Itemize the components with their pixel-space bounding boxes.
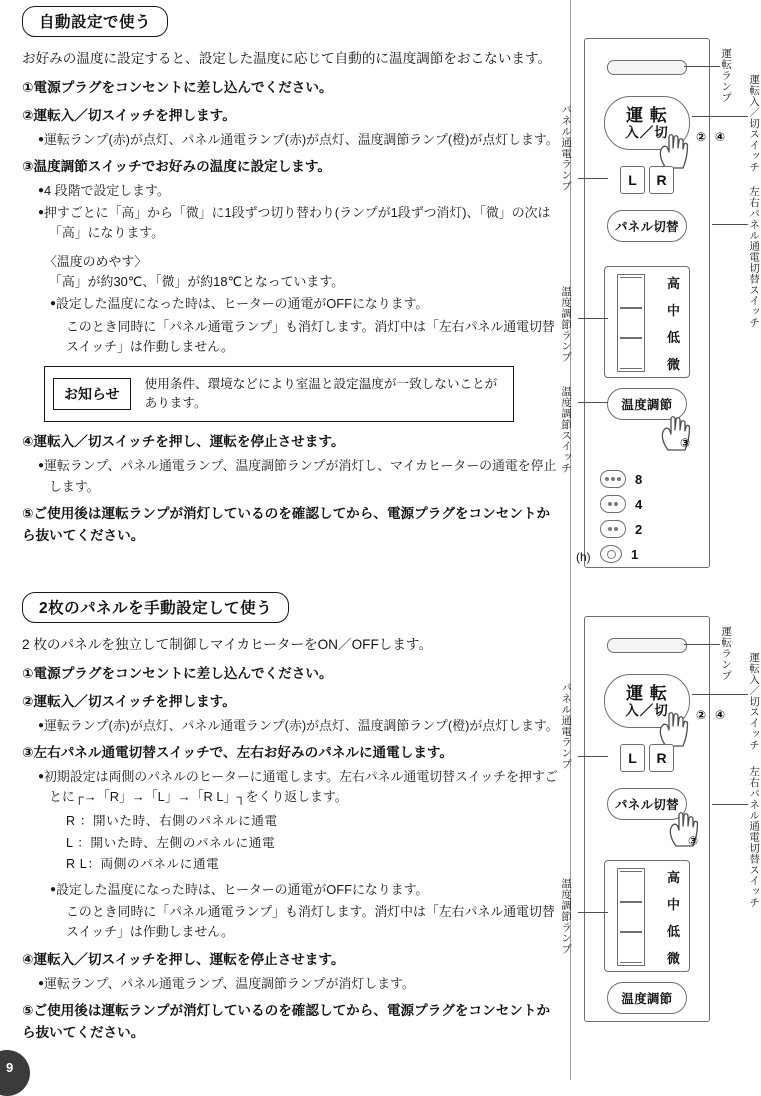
step-1-4: ④運転入／切スイッチを押し、運転を停止させます。 — [22, 434, 345, 450]
leader-panel-lamp-2 — [578, 756, 608, 757]
lr-cell-right-1: R — [649, 166, 674, 194]
lr-mode-r: R ：開いた時、右側のパネルに通電 — [66, 814, 278, 829]
timer-indicator-1 — [576, 468, 694, 568]
marker-2-2: ② — [696, 708, 707, 722]
notice-box — [44, 366, 514, 422]
run-button-line1: 運 転 — [626, 105, 668, 125]
leader-run-switch-2 — [692, 694, 748, 695]
pointing-hand-icon-1 — [656, 130, 690, 170]
lr-indicator-2 — [620, 744, 674, 772]
callout-lr-switch-1: 左右パネル通電切替スイッチ — [748, 186, 761, 328]
run-button-line2-2: 入／切 — [625, 702, 669, 718]
callout-run-switch-2: 運転入／切スイッチ — [748, 652, 761, 751]
run-lamp-indicator-2 — [607, 638, 687, 653]
section-2-intro: 2 枚のパネルを独立して制御しマイカヒーターをON／OFFします。 — [22, 637, 433, 652]
step-1-4-bullet-1: ●運転ランプ、パネル通電ランプ、温度調節ランプが消灯し、マイカヒーターの通電を停止します。 — [38, 458, 557, 494]
temp-guide-title: 〈温度のめやす〉 — [44, 253, 148, 269]
lr-mode-rl: R L：両側のパネルに通電 — [66, 857, 220, 872]
section-2-guide-bullet-1: ●設定した温度になった時は、ヒーターの通電がOFFになります。 — [50, 881, 429, 897]
timer-icon-1 — [600, 545, 622, 563]
marker-4-1: ④ — [715, 130, 726, 144]
timer-icon-4 — [600, 495, 626, 513]
page-number-badge — [0, 1050, 30, 1096]
temp-label-low-1: 低 — [666, 330, 680, 345]
marker-2-1: ② — [696, 130, 707, 144]
section-1-intro: お好みの温度に設定すると、設定した温度に応じて自動的に温度調節をおこないます。 — [22, 51, 552, 66]
timer-row-4 — [600, 493, 694, 515]
section-2-guide-bullet-2: このとき同時に「パネル通電ランプ」も消灯します。消灯中は「左右パネル通電切替スイッチ」は作動しません。 — [66, 904, 555, 940]
step-2-1: ①電源プラグをコンセントに差し込んでください。 — [22, 666, 333, 682]
callout-run-lamp-1: 運転ランプ — [720, 48, 733, 103]
callout-run-switch-1: 運転入／切スイッチ — [748, 74, 761, 173]
step-2-5: ⑤ご使用後は運転ランプが消灯しているのを確認してから、電源プラグをコンセントから抜いてください。 — [22, 1002, 551, 1040]
run-lamp-indicator-1 — [607, 60, 687, 75]
step-1-1: ①電源プラグをコンセントに差し込んでください。 — [22, 80, 333, 96]
temp-bars-1 — [617, 274, 645, 372]
timer-label-2: 2 — [635, 521, 643, 537]
step-2-2-bullet-1: ●運転ランプ(赤)が点灯、パネル通電ランプ(赤)が点灯、温度調節ランプ(橙)が点灯します。 — [38, 717, 559, 733]
timer-row-8 — [600, 468, 694, 490]
control-panel-diagram-1 — [560, 38, 761, 578]
section-1-text — [22, 6, 562, 549]
temp-level-indicator-1 — [604, 266, 690, 378]
callout-temp-lamp-1: 温度調節ランプ — [560, 286, 573, 363]
step-2-3: ③左右パネル通電切替スイッチで、左右お好みのパネルに通電します。 — [22, 744, 454, 760]
section-2-text — [22, 592, 562, 1046]
callout-panel-lamp-1: パネル通電ランプ — [560, 104, 573, 192]
temp-label-min-2: 微 — [666, 951, 680, 966]
step-2-3-bullet-1: ●初期設定は両側のパネルのヒーターに通電します。左右パネル通電切替スイッチを押すごとに┌→「R」→「L」→「R L」┐をくり返します。 — [38, 768, 558, 805]
page-number: 9 — [6, 1060, 14, 1075]
callout-run-lamp-2: 運転ランプ — [720, 626, 733, 681]
temp-guide-text: 「高」が約30℃、「微」が約18℃となっています。 — [49, 273, 345, 289]
step-1-2: ②運転入／切スイッチを押します。 — [22, 107, 236, 123]
timer-label-8: 8 — [635, 471, 643, 487]
lr-cell-right-2: R — [649, 744, 674, 772]
step-1-5: ⑤ご使用後は運転ランプが消灯しているのを確認してから、電源プラグをコンセントから抜いてください。 — [22, 505, 551, 543]
notice-label: お知らせ — [53, 378, 131, 410]
timer-icon-2 — [600, 520, 626, 538]
temp-label-low-2: 低 — [666, 924, 680, 939]
lr-indicator-1 — [620, 166, 674, 194]
section-1-heading: 自動設定で使う — [22, 6, 168, 37]
timer-row-2 — [600, 518, 694, 540]
temp-label-mid-1: 中 — [666, 303, 680, 318]
timer-unit-label: (h) — [576, 550, 591, 564]
marker-4-2: ④ — [715, 708, 726, 722]
callout-temp-lamp-2: 温度調節ランプ — [560, 878, 573, 955]
callout-temp-switch-1: 温度調節スイッチ — [560, 386, 573, 474]
temp-level-indicator-2 — [604, 860, 690, 972]
temp-label-min-1: 微 — [666, 357, 680, 372]
marker-3-2: ③ — [688, 834, 699, 848]
leader-lr-switch-1 — [712, 224, 748, 225]
run-button-line1-2: 運 転 — [626, 683, 668, 703]
leader-run-lamp-1 — [684, 66, 720, 67]
step-1-3-bullet-1: ●4 段階で設定します。 — [38, 182, 170, 198]
leader-run-lamp-2 — [684, 644, 720, 645]
pointing-hand-icon-3 — [656, 708, 690, 748]
step-1-3-bullet-2: ●押すごとに「高」から「微」に1段ずつ切り替わり(ランプが1段ずつ消灯)、「微」の次は「高」になります。 — [38, 205, 551, 241]
step-2-4-bullet-1: ●運転ランプ、パネル通電ランプ、温度調節ランプが消灯します。 — [38, 975, 415, 991]
leader-temp-lamp-2 — [578, 912, 608, 913]
temp-adjust-button-2[interactable]: 温度調節 — [607, 982, 687, 1014]
panel-switch-button-1[interactable]: パネル切替 — [607, 210, 687, 242]
leader-panel-lamp-1 — [578, 178, 608, 179]
callout-panel-lamp-2: パネル通電ランプ — [560, 682, 573, 770]
panel-switch-button-2[interactable]: パネル切替 — [607, 788, 687, 820]
callout-lr-switch-2: 左右パネル通電切替スイッチ — [748, 766, 761, 908]
temp-labels-2 — [667, 867, 680, 967]
temp-guide-bullet-1: ●設定した温度になった時は、ヒーターの通電がOFFになります。 — [50, 296, 429, 312]
temp-adjust-button-1[interactable]: 温度調節 — [607, 388, 687, 420]
notice-text: 使用条件、環境などにより室温と設定温度が一致しないことがあります。 — [144, 376, 498, 411]
step-1-2-bullet-1: ●運転ランプ(赤)が点灯、パネル通電ランプ(赤)が点灯、温度調節ランプ(橙)が点灯します。 — [38, 131, 559, 147]
leader-lr-switch-2 — [712, 804, 748, 805]
temp-label-high-1: 高 — [666, 276, 680, 291]
temp-bars-2 — [617, 868, 645, 966]
timer-label-4: 4 — [635, 496, 643, 512]
lr-mode-l: L ：開いた時、左側のパネルに通電 — [66, 835, 276, 850]
section-2-heading: 2枚のパネルを手動設定して使う — [22, 592, 289, 623]
leader-run-switch-1 — [692, 116, 748, 117]
timer-row-1 — [576, 543, 694, 565]
marker-3-1: ③ — [680, 436, 691, 450]
leader-temp-lamp-1 — [578, 318, 608, 319]
lr-mode-list — [66, 811, 562, 875]
step-1-3: ③温度調節スイッチでお好みの温度に設定します。 — [22, 158, 331, 174]
run-button-line2: 入／切 — [625, 124, 669, 140]
step-2-4: ④運転入／切スイッチを押し、運転を停止させます。 — [22, 951, 345, 967]
timer-icon-8 — [600, 470, 626, 488]
temp-label-high-2: 高 — [666, 870, 680, 885]
step-2-2: ②運転入／切スイッチを押します。 — [22, 693, 236, 709]
temp-label-mid-2: 中 — [666, 897, 680, 912]
leader-temp-switch-1 — [578, 402, 608, 403]
temp-guide-bullet-2: このとき同時に「パネル通電ランプ」も消灯します。消灯中は「左右パネル通電切替スイッチ」は作動しません。 — [66, 318, 555, 354]
control-panel-diagram-2 — [560, 616, 761, 1036]
lr-cell-left-2: L — [620, 744, 645, 772]
lr-cell-left-1: L — [620, 166, 645, 194]
temp-labels-1 — [667, 273, 680, 373]
timer-label-1: 1 — [631, 546, 639, 562]
